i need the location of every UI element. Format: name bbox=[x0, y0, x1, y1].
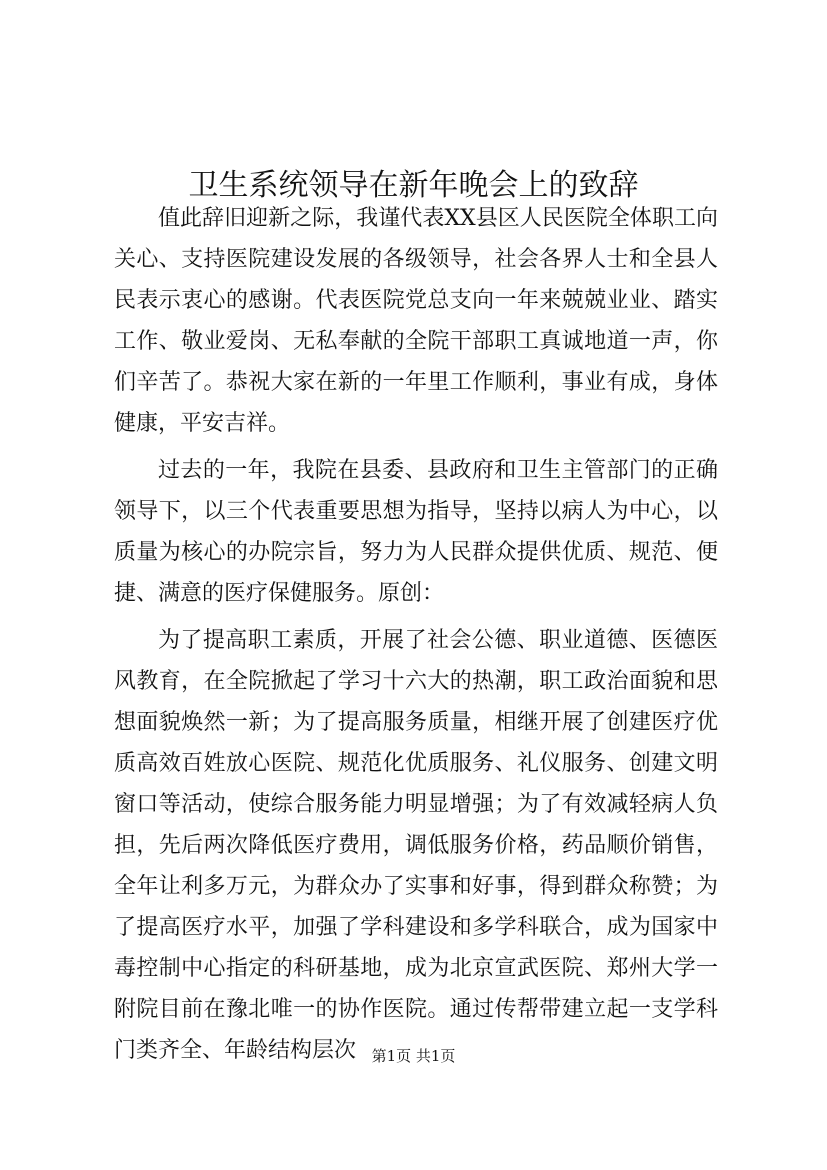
document-title: 卫生系统领导在新年晚会上的致辞 bbox=[188, 168, 639, 204]
paragraph-1: 值此辞旧迎新之际，我谨代表XX县区人民医院全体职工向关心、支持医院建设发展的各级领导，社会各界人士和全县人民表示衷心的感谢。代表医院党总支向一年来兢兢业业、踏实工作、敬业爱岗、无私奉献的全院干部职工真诚地道一声，你们辛苦了。恭祝大家在新的一年里工作顺利，事业有成，身体健康，平安吉祥。 bbox=[114, 206, 718, 436]
document-body bbox=[114, 198, 718, 1071]
page-footer bbox=[0, 1046, 827, 1066]
page-number-label: 第1页 共1页 bbox=[371, 1047, 456, 1065]
paragraph-2: 过去的一年，我院在县委、县政府和卫生主管部门的正确领导下，以三个代表重要思想为指导，坚持以病人为中心，以质量为核心的办院宗旨，努力为人民群众提供优质、规范、便捷、满意的医疗保健服务。原创： bbox=[114, 458, 718, 606]
paragraph-3: 为了提高职工素质，开展了社会公德、职业道德、医德医风教育，在全院掀起了学习十六大的热潮，职工政治面貌和思想面貌焕然一新；为了提高服务质量，相继开展了创建医疗优质高效百姓放心医院、规范化优质服务、礼仪服务、创建文明窗口等活动，使综合服务能力明显增强；为了有效减轻病人负担，先后两次降低医疗费用，调低服务价格，药品顺价销售，全年让利多万元，为群众办了实事和好事，得到群众称赞；为了提高医疗水平，加强了学科建设和多学科联合，成为国家中毒控制中心指定的科研基地，成为北京宣武医院、郑州大学一附院目前在豫北唯一的协作医院。通过传帮带建立起一支学科门类齐全、年龄结构层次 bbox=[114, 628, 718, 1063]
